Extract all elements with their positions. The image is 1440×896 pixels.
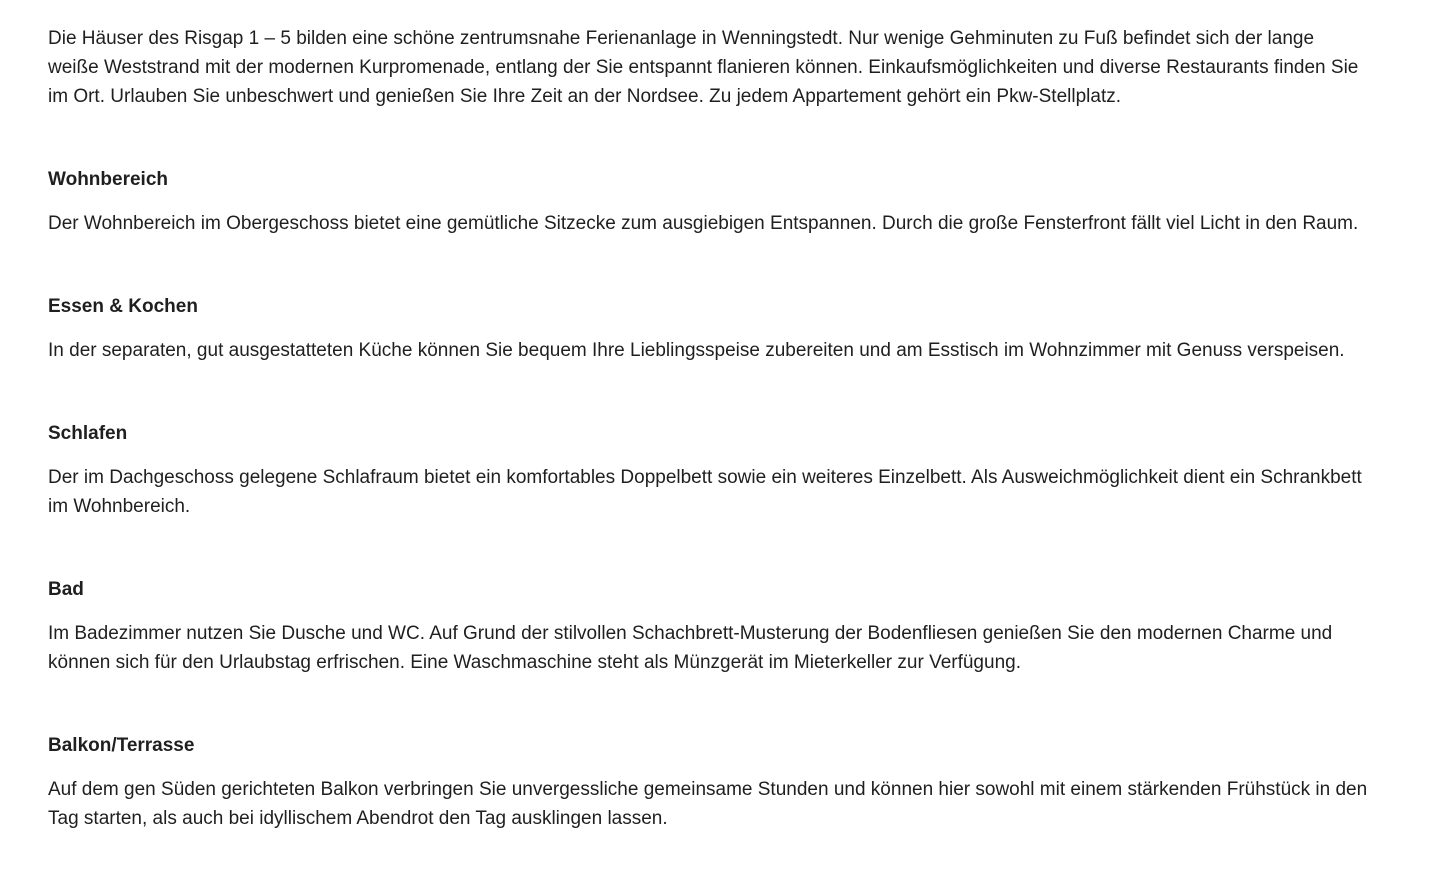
section-bad — [48, 575, 1368, 677]
section-heading-schlafen: Schlafen — [48, 423, 128, 444]
section-body-essen-kochen: In der separaten, gut ausgestatteten Küche können Sie bequem Ihre Lieblingsspeise zubereiten und am Esstisch im Wohnzimmer mit Genuss verspeisen. — [48, 340, 1345, 361]
section-heading-essen-kochen: Essen & Kochen — [48, 296, 198, 317]
section-essen-kochen — [48, 292, 1368, 365]
section-body-schlafen: Der im Dachgeschoss gelegene Schlafraum bietet ein komfortables Doppelbett sowie ein weiteres Einzelbett. Als Ausweichmöglichkeit dient ein Schrankbett im Wohnbereich. — [48, 467, 1362, 517]
section-body-bad: Im Badezimmer nutzen Sie Dusche und WC. Auf Grund der stilvollen Schachbrett-Musterung der Bodenfliesen genießen Sie den modernen Charme und können sich für den Urlaubstag erfrischen. Eine Waschmaschine steht als Münzgerät im Mieterkeller zur Verfügung. — [48, 623, 1333, 673]
section-body-wohnbereich: Der Wohnbereich im Obergeschoss bietet eine gemütliche Sitzecke zum ausgiebigen Entspannen. Durch die große Fensterfront fällt viel Licht in den Raum. — [48, 213, 1359, 234]
section-body-balkon-terrasse: Auf dem gen Süden gerichteten Balkon verbringen Sie unvergessliche gemeinsame Stunden und können hier sowohl mit einem stärkenden Frühstück in den Tag starten, als auch bei idyllischem Abendrot den Tag ausklingen lassen. — [48, 779, 1368, 829]
section-wohnbereich — [48, 165, 1368, 238]
section-schlafen — [48, 419, 1368, 521]
section-balkon-terrasse — [48, 731, 1368, 833]
section-heading-bad: Bad — [48, 579, 84, 600]
intro-paragraph: Die Häuser des Risgap 1 – 5 bilden eine schöne zentrumsnahe Ferienanlage in Wenningstedt. Nur wenige Gehminuten zu Fuß befindet sich der lange weiße Weststrand mit der modernen Kurpromenade, entlang der Sie entspannt flanieren können. Einkaufsmöglichkeiten und diverse Restaurants finden Sie im Ort. Urlauben Sie unbeschwert und genießen Sie Ihre Zeit an der Nordsee. Zu jedem Appartement gehört ein Pkw-Stellplatz. — [48, 28, 1359, 107]
section-heading-wohnbereich: Wohnbereich — [48, 169, 168, 190]
section-heading-balkon-terrasse: Balkon/Terrasse — [48, 735, 195, 756]
